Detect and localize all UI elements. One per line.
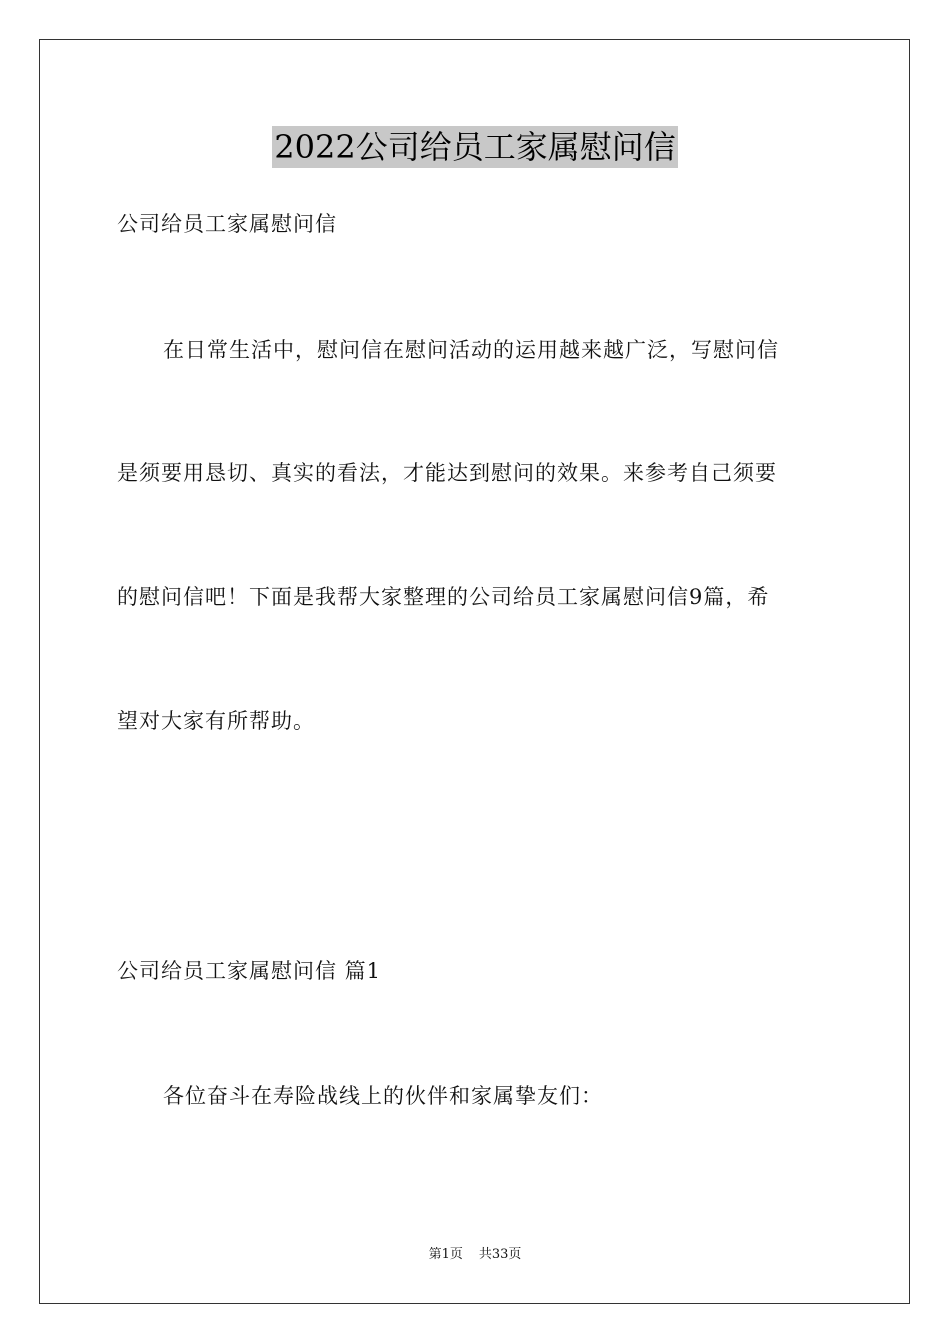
intro-line-1: 在日常生活中，慰问信在慰问活动的运用越来越广泛，写慰问信 xyxy=(163,338,779,362)
page-number: 第1页 xyxy=(428,1247,463,1262)
document-subtitle: 公司给员工家属慰问信 xyxy=(117,212,337,236)
intro-line-3: 的慰问信吧！下面是我帮大家整理的公司给员工家属慰问信9篇，希 xyxy=(117,585,770,609)
document-title: 2022公司给员工家属慰问信 xyxy=(274,128,676,166)
intro-line-2: 是须要用恳切、真实的看法，才能达到慰问的效果。来参考自己须要 xyxy=(117,461,777,485)
greeting-line: 各位奋斗在寿险战线上的伙伴和家属挚友们： xyxy=(163,1084,603,1108)
title-container xyxy=(0,126,950,168)
page-total: 共33页 xyxy=(478,1247,522,1262)
page-footer xyxy=(0,1246,950,1264)
section-heading: 公司给员工家属慰问信 篇1 xyxy=(117,959,382,983)
intro-line-4: 望对大家有所帮助。 xyxy=(117,709,315,733)
